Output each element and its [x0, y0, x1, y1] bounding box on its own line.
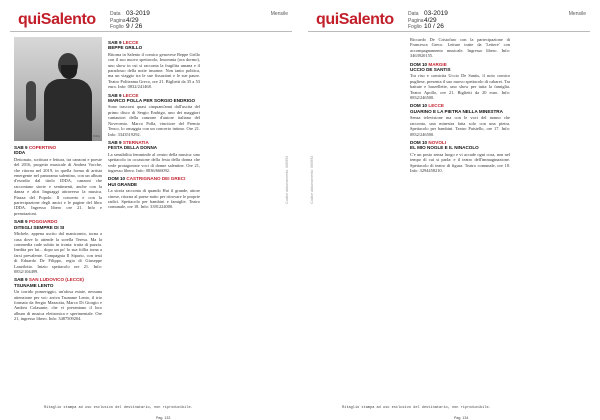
right-page [304, 4, 594, 420]
event-entry: SAB 9 LECCE MARCO POLLA PER SORGIO ENDRIGO Sono trascorsi quasi cinquant'anni dall'uscita del primo disco di Sergio Endrigo, uno dei maggiori cantautori della canzone d'autore italiana del Novecento. Marco Polla, vincitore del Premio Tenco, lo omaggia con un concerto intimo. Ore 21. Info: 3343519292. [108, 92, 200, 137]
event-entry: SAB 9 STERNATIA FESTA DELLA DONNA La sensibilita femminile al centro della musica: uno spettacolo in occasione della festa della donna che vede protagoniste voci di donne salentine. Ore 21, ingresso libero. Info: 0836/666092. [108, 139, 200, 173]
event-entry: SAB 9 COPERTINO IDDA Dettonato, scrittura e lettura, tra canzoni e poesie del 2016, progetto musicale di Andrea Vacche, che ritorna nel 2019, in quella forma di artista emergente nel panorama salentino, con un album d'esordio dal titolo IDDA, canzoni che raccontano storie e sentimenti, anche con la danza e altri linguaggi attraverso la musica. Piazza del Popolo. Il concerto e con la partecipazione degli amici e le pagine del libro IDDA. Ingresso libero ore 21. Info e prenotazioni. [14, 145, 102, 216]
page-spread [6, 4, 594, 420]
clipping-notice: Ritaglio stampa ad uso esclusivo del destinatario, non riproducibile. [44, 406, 193, 410]
left-column-1 [14, 37, 102, 324]
event-entry: SAB 9 SAN LUDOVICO (LECCE) TSUNAME LENTO Un torrido pomeriggio, un'afosa estate, nessuna attenzione per voi: arriva Tsuname Lento, il trio formato da Sergio Mazzotta, Marco Di Giorgio e Andrea Colasante, che vi presentano il loro album di musica elettronica e sperimentale. Ore 21, ingresso libero. Info: 3487509204. [14, 277, 102, 322]
photo-caption: IDDA [92, 133, 100, 138]
event-entry: Riccardo De Cristofaro con la partecipazione di Francesca Greco. Letture tratte da 'Lettere' con accompagnamento musicale. Ingresso libero. Info: 3463920155. [410, 37, 510, 59]
masthead [10, 10, 292, 32]
clipping-notice: Ritaglio stampa ad uso esclusivo del destinatario, non riproducibile. [342, 406, 491, 410]
event-entry: SAB 9 LECCE BEPPE GRILLO Ritorna in Salento il comico genovese Beppe Grillo con il suo nuovo spettacolo, Insomnia (ora dormo), uno show in cui si racconta la fragilita umana e il paradosso della notte insonne. Non tanto politica, ma un viaggio tra le sue fissazioni e le sue paure. Teatro Politeama Greco, ore 21. Biglietti da 35 a 53 euro. Info: 0832/241468. [108, 40, 200, 90]
periodicity-label: Mensile [270, 11, 288, 17]
periodicity-label: Mensile [568, 11, 586, 17]
event-entry: DOM 10 NOVOLI EL MIO NOGLE E IL NINACOLO C'e un posto senza luogo e vi accade ogni cosa, non nel tempo di cui si parla: e il teatro dell'immaginazione. Spettacolo di teatro di figura. Teatro comunale, ore 18. Info: 3294458210. [410, 139, 510, 173]
subscription-code: Codice abbonamento: 060993 [310, 155, 314, 204]
left-page [6, 4, 296, 420]
right-column-1 [410, 37, 510, 175]
event-entry: DOM 10 LECCE GUARINO E LA PIETRA NELLA MINESTRA Senza televisione ma con le voci del nonno che racconta, una minestra fatta solo con una pietra. Spettacolo per bambini. Teatro Paisiello, ore 17. Info: 0832/246500. [410, 103, 510, 137]
publication-logo: quiSalento [18, 11, 96, 28]
left-column-2 [108, 37, 200, 212]
masthead [308, 10, 590, 32]
issue-meta: Data 03-2019 Pagina4/29 Foglio 9 / 26 [110, 10, 150, 30]
event-entry: SAB 9 POGGIARDO DITEGLI SEMPRE DI SI Michele, appena uscito dal manicomio, torna a casa dove lo attende la sorella Teresa. Ma la commedia cade subito in ironia: tratta di pazzia. Inedita per lui... dopo un po' lo sua follia torna a farsi prevalente. Compagnia Il Sipario, con testi di Eduardo De Filippo, regia di Giuseppe Lanzilotto. Inizio spettacolo ore 21. Info: 0832/104499. [14, 219, 102, 274]
page-number: Pag. 133 [156, 416, 171, 420]
event-entry: DOM 10 CASTRIGNANO DEI GRECI HUI GRANDE La storia racconta di quando Hui il grande, attore cinese, ritorna al paese natio per ritrovare le proprie radici. Spettacolo per bambini e famiglie. Teatro comunale, ore 18. Info: 3391224000. [108, 176, 200, 210]
page-number: Pag. 134 [454, 416, 469, 420]
issue-meta: Data 03-2019 Pagina4/29 Foglio 10 / 26 [408, 10, 448, 30]
subscription-code: Codice abbonamento: 060993 [285, 155, 289, 204]
artist-photo [14, 37, 102, 141]
event-entry: DOM 10 MARGIE UCCIO DE SANTIS Tra riso e comicita Uccio De Santis, il noto comico pugliese, presenta il suo nuovo spettacolo di cabaret. Tra battute e barzellette, uno show per tutta la famiglia. Teatro Apollo, ore 21. Biglietti da 20 euro. Info: 0832/246500. [410, 61, 510, 101]
publication-logo: quiSalento [316, 11, 394, 28]
